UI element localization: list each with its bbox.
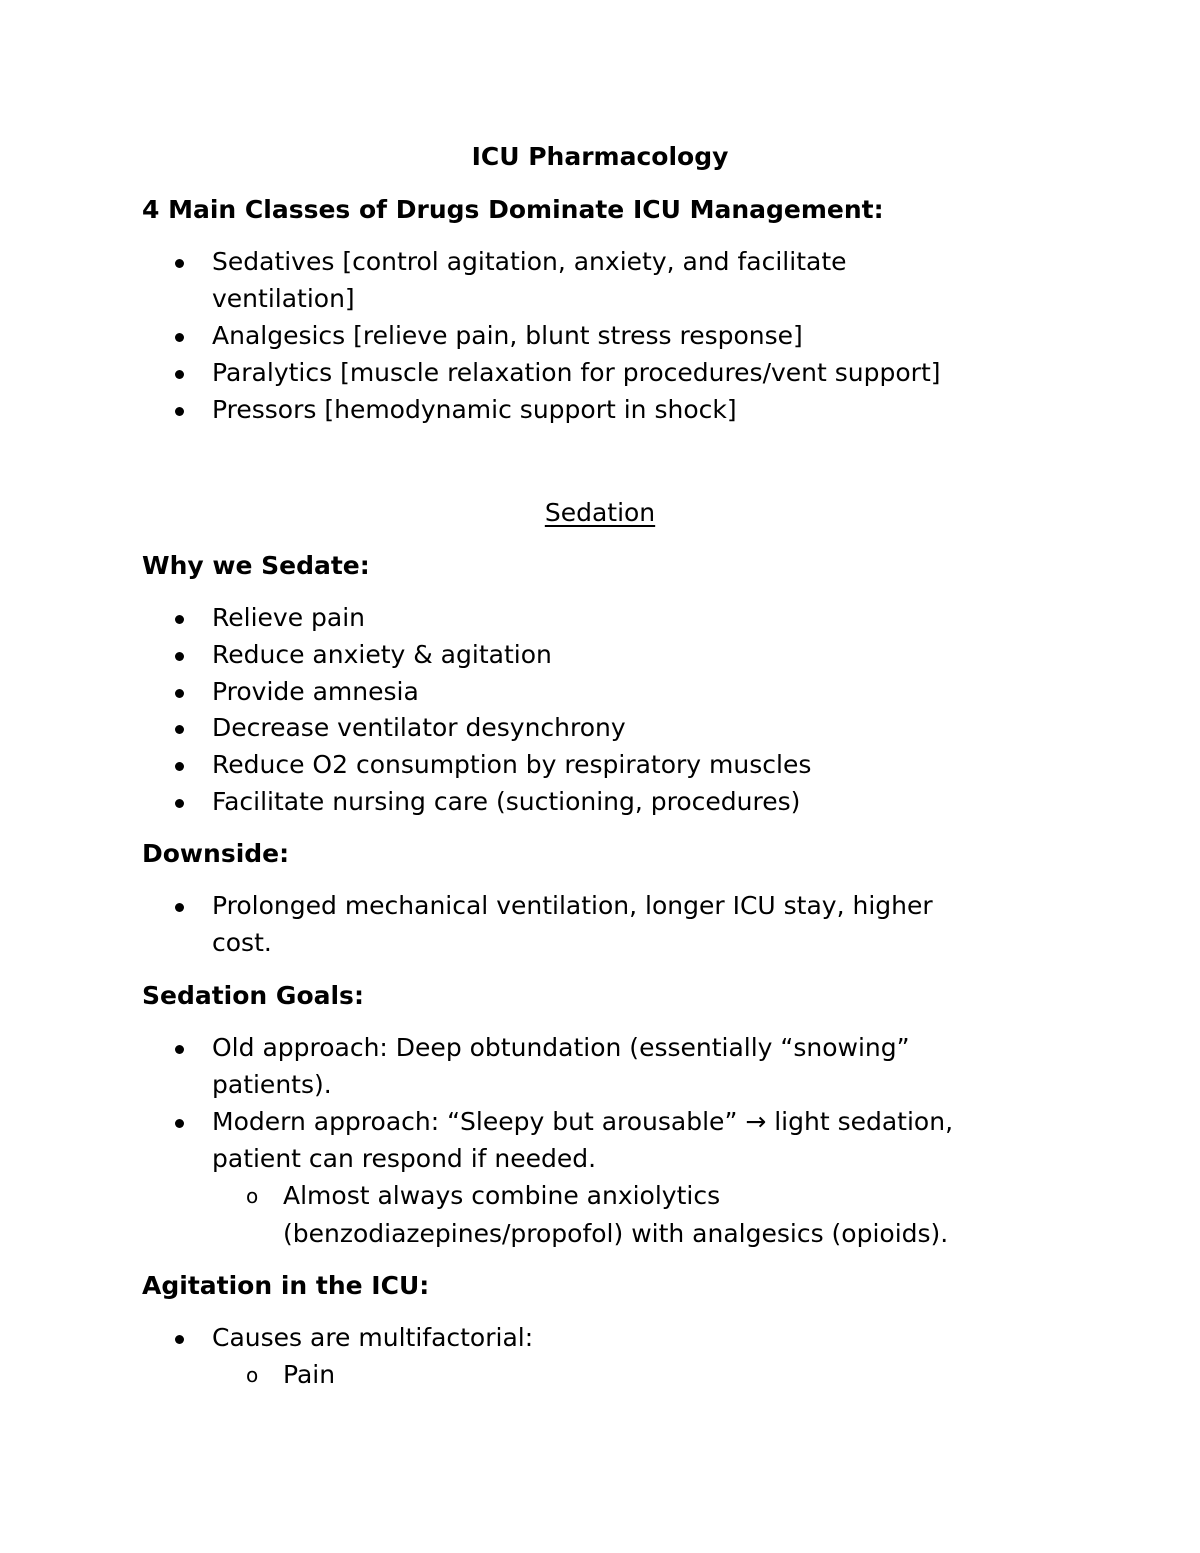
bullet-icon bbox=[175, 677, 187, 707]
list-item-continuation: cost. bbox=[212, 928, 272, 957]
list-item: Old approach: Deep obtundation (essentially “snowing” bbox=[212, 1033, 910, 1062]
list-item-continuation: patient can respond if needed. bbox=[212, 1144, 597, 1173]
downside-heading: Downside: bbox=[142, 839, 290, 868]
bullet-icon bbox=[175, 891, 187, 921]
bullet-icon bbox=[175, 395, 187, 425]
why-sedate-heading: Why we Sedate: bbox=[142, 551, 370, 580]
list-item: Decrease ventilator desynchrony bbox=[212, 713, 626, 742]
list-item: Reduce anxiety & agitation bbox=[212, 640, 552, 669]
list-item: Modern approach: “Sleepy but arousable” → light sedation, bbox=[212, 1107, 954, 1136]
list-item: Relieve pain bbox=[212, 603, 366, 632]
bullet-icon bbox=[175, 1033, 187, 1063]
list-item: Paralytics [muscle relaxation for procedures/vent support] bbox=[212, 358, 941, 387]
list-item: Sedatives [control agitation, anxiety, and facilitate bbox=[212, 247, 847, 276]
list-item: Reduce O2 consumption by respiratory muscles bbox=[212, 750, 812, 779]
sub-list-item: Pain bbox=[283, 1360, 336, 1389]
sub-bullet-icon: o bbox=[246, 1363, 259, 1387]
sub-list-item: Almost always combine anxiolytics bbox=[283, 1181, 721, 1210]
classes-heading: 4 Main Classes of Drugs Dominate ICU Management: bbox=[142, 195, 884, 224]
bullet-icon bbox=[175, 603, 187, 633]
bullet-icon bbox=[175, 321, 187, 351]
bullet-icon bbox=[175, 247, 187, 277]
bullet-icon bbox=[175, 640, 187, 670]
list-item: Prolonged mechanical ventilation, longer ICU stay, higher bbox=[212, 891, 933, 920]
list-item: Provide amnesia bbox=[212, 677, 419, 706]
sedation-goals-heading: Sedation Goals: bbox=[142, 981, 364, 1010]
list-item-continuation: ventilation] bbox=[212, 284, 355, 313]
list-item: Facilitate nursing care (suctioning, procedures) bbox=[212, 787, 801, 816]
bullet-icon bbox=[175, 1323, 187, 1353]
section-title-sedation: Sedation bbox=[544, 498, 656, 527]
page-title: ICU Pharmacology bbox=[471, 142, 729, 171]
list-item: Causes are multifactorial: bbox=[212, 1323, 534, 1352]
list-item: Analgesics [relieve pain, blunt stress response] bbox=[212, 321, 803, 350]
bullet-icon bbox=[175, 358, 187, 388]
bullet-icon bbox=[175, 750, 187, 780]
sub-bullet-icon: o bbox=[246, 1184, 259, 1208]
bullet-icon bbox=[175, 713, 187, 743]
list-item: Pressors [hemodynamic support in shock] bbox=[212, 395, 737, 424]
agitation-heading: Agitation in the ICU: bbox=[142, 1271, 430, 1300]
list-item-continuation: patients). bbox=[212, 1070, 332, 1099]
bullet-icon bbox=[175, 1107, 187, 1137]
bullet-icon bbox=[175, 787, 187, 817]
sub-list-item-continuation: (benzodiazepines/propofol) with analgesics (opioids). bbox=[283, 1219, 949, 1248]
